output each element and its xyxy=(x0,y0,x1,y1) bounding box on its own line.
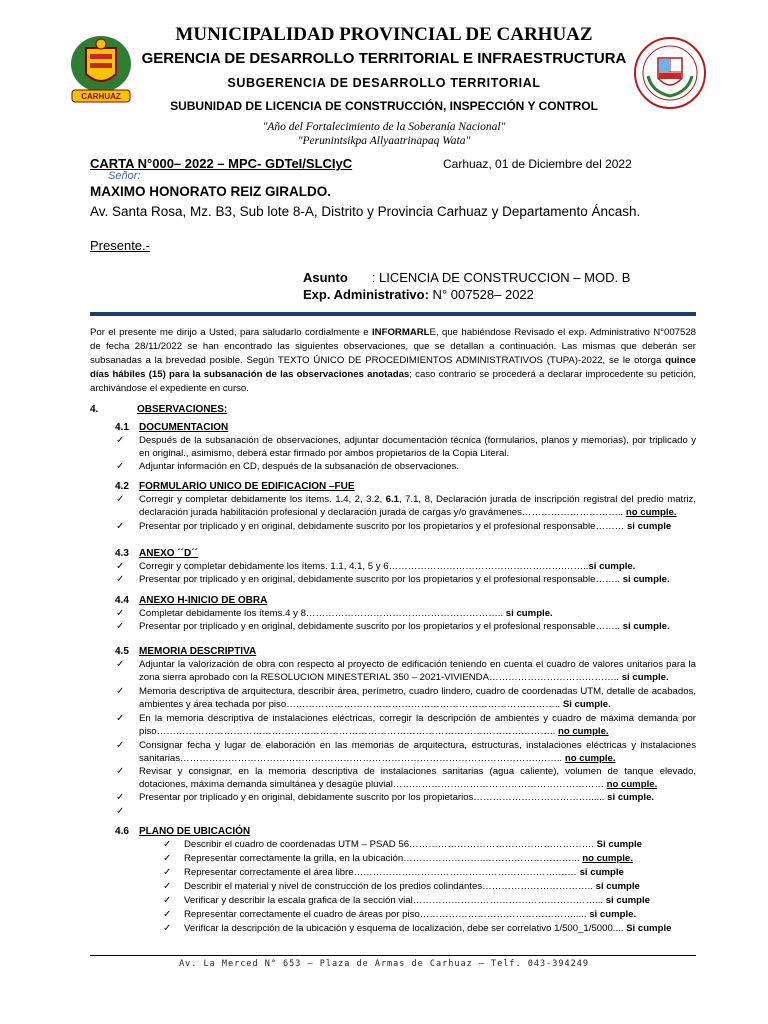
subunidad-title: SUBUNIDAD DE LICENCIA DE CONSTRUCCIÓN, INSPECCIÓN Y CONTROL xyxy=(170,99,598,113)
status-badge: Si cumple xyxy=(626,923,672,934)
intro-text-1: Por el presente me dirijo a Usted, para saludarlo cordialmente e xyxy=(90,327,372,338)
asunto-label: Asunto xyxy=(303,270,348,285)
status-badge: no cumple. xyxy=(564,752,616,764)
intro-informar: INFORMARL xyxy=(371,327,430,338)
expediente-label: Exp. Administrativo: xyxy=(303,287,429,302)
header-divider xyxy=(90,312,696,316)
check-icon: ✓ xyxy=(116,435,125,446)
check-icon: ✓ xyxy=(163,881,172,892)
section-4-number: 4. xyxy=(90,404,99,415)
motto-line-2: "Perunintsikpa Allyaatrinapaq Wata" xyxy=(297,135,471,147)
s45-item-2 xyxy=(139,686,696,711)
s46-item-2 xyxy=(184,853,696,866)
check-icon: ✓ xyxy=(163,923,172,934)
section-4-5-number: 4.5 xyxy=(115,646,129,657)
s42-item-1-text-c: , 7.1, 8, Declaración jurada de inscripción registral del predio matriz, declaración jurada habilitación profesional y declaración jurada de cargas y/o gravámenes………………………….. xyxy=(139,494,696,518)
expediente-line xyxy=(303,287,534,302)
check-icon: ✓ xyxy=(116,494,125,505)
crest-label: CARHUAZ xyxy=(81,92,121,101)
check-icon: ✓ xyxy=(163,839,172,850)
section-4-3-number: 4.3 xyxy=(115,548,129,559)
check-icon: ✓ xyxy=(163,895,172,906)
footer-divider xyxy=(90,955,696,956)
status-badge: si cumple. xyxy=(588,561,636,572)
section-4-2-number: 4.2 xyxy=(115,481,129,492)
section-4-1-title: DOCUMENTACION xyxy=(139,422,229,433)
s46-item-6-text: Representar correctamente el cuadro de áreas por piso…………………………………………..... xyxy=(184,909,587,920)
section-4-6-title: PLANO DE UBICACIÓN xyxy=(139,826,251,837)
s43-item-1-text: Corregir y completar debidamente los ítems. 1.1, 4.1, 5 y 6……………………………………………….…….. xyxy=(139,561,589,572)
s45-item-5 xyxy=(139,766,696,791)
s46-item-4-text: Describir el material y nivel de construcción de los predios colindantes…………………………….. xyxy=(184,881,593,892)
s46-item-3 xyxy=(184,867,696,880)
s44-item-1 xyxy=(139,608,696,621)
s42-item-1-text-a: Corregir y completar debidamente los ítems. 1.4, 2, 3.2, xyxy=(139,494,386,505)
s44-item-2-text: Presentar por triplicado y en original, debidamente suscrito por los propietarios y el profesional responsable…….. xyxy=(139,621,621,632)
recipient-name: MAXIMO HONORATO REIZ GIRALDO. xyxy=(90,184,331,199)
check-icon: ✓ xyxy=(116,713,125,724)
municipality-title: MUNICIPALIDAD PROVINCIAL DE CARHUAZ xyxy=(175,24,593,45)
section-4-6-number: 4.6 xyxy=(115,826,129,837)
s42-item-1-bold: 6.1 xyxy=(385,494,399,505)
s43-item-1 xyxy=(139,561,696,574)
status-badge: si cumple. xyxy=(621,671,669,683)
s46-item-5 xyxy=(184,895,696,908)
s45-item-5-text: Revisar y consignar, en la memoria descriptiva de instalaciones sanitarias (agua caliente), volumen de tanque elevado, dotaciones, máxima demanda simultánea y desagüe pluvial………………………………………………………… xyxy=(139,766,696,790)
section-4-4-title: ANEXO H-INICIO DE OBRA xyxy=(139,595,268,606)
s42-item-2-text: Presentar por triplicado y en original, debidamente suscrito por los propietarios y el profesional responsable……… xyxy=(139,521,625,532)
check-icon: ✓ xyxy=(116,686,125,697)
status-badge: no cumple. xyxy=(606,778,658,790)
status-badge: no cumple. xyxy=(625,506,677,518)
intro-text-3: ; caso contrario se procederá a declarar improcedente su petición, archivándose el expediente en curso. xyxy=(90,369,696,394)
status-badge: si cumple. xyxy=(607,792,655,803)
recipient-address: Av. Santa Rosa, Mz. B3, Sub lote 8-A, Distrito y Provincia Carhuaz y Departamento Áncash. xyxy=(90,204,641,219)
s43-item-2 xyxy=(139,574,696,587)
intro-paragraph xyxy=(90,326,696,396)
check-icon: ✓ xyxy=(163,867,172,878)
s45-item-2-text: Memoria descriptiva de arquitectura, describir área, perímetro, cuadro lindero, cuadro de coordenadas UTM, detalle de acabados, ambientes y área techada por piso………………………………………………………………………….. xyxy=(139,686,696,710)
s46-item-3-text: Representar correctamente el área libre………………………………………………………….… xyxy=(184,867,577,878)
check-icon: ✓ xyxy=(116,806,125,817)
check-icon: ✓ xyxy=(116,608,125,619)
status-badge: si cumple. xyxy=(622,574,670,585)
check-icon: ✓ xyxy=(116,792,125,803)
asunto-value: : LICENCIA DE CONSTRUCCION – MOD. B xyxy=(371,270,631,285)
expediente-value: N° 007528– 2022 xyxy=(428,287,534,302)
status-badge: no cumple. xyxy=(557,725,609,737)
s45-item-3-text: En la memoria descriptiva de instalaciones eléctricas, corregir la descripción de ambientes y cuadro de máxima demanda por piso…………………………………………………………………………………………………………….. xyxy=(139,713,696,737)
s46-item-7-text: Verificar la descripción de la ubicación y esquema de localización, debe ser correlativo 1/500_1/5000.... xyxy=(184,923,624,934)
s41-item-2: Adjuntar información en CD, después de la subsanación de observaciones. xyxy=(139,461,459,472)
s46-item-4 xyxy=(184,881,696,894)
status-badge: Si cumple. xyxy=(562,698,611,710)
status-badge: Si cumple xyxy=(596,839,642,850)
s45-item-1-text: Adjuntar la valorización de obra con respecto al proyecto de edificación teniendo en cuenta el cuadro de valores unitarios para la zona sierra aprobado con la RESOLUCION MINESTERIAL 350 – 2021-VIVIENDA………………………………….. xyxy=(139,659,696,683)
check-icon: ✓ xyxy=(116,521,125,532)
s45-item-1 xyxy=(139,659,696,684)
section-4-title: OBSERVACIONES: xyxy=(137,404,228,415)
check-icon: ✓ xyxy=(116,461,125,472)
s46-item-5-text: Verificar y describir la escala grafica de la sección vial…………………………………………………... xyxy=(184,895,604,906)
intro-text-2: E, que habiéndose Revisado el exp. Administrativo N°007528 de fecha 28/11/2022 se han encontrado las siguientes observaciones, que se detallan a continuación. Las mismas que deberán ser subsanadas a la brevedad posible. Según TEXTO ÚNICO DE PROCEDIMIENTOS ADMINISTRATIVOS (TUPA)-2022, se le otorga xyxy=(90,327,696,366)
s44-item-2 xyxy=(139,621,696,634)
section-4-3-title: ANEXO ´´D´´ xyxy=(139,548,198,559)
status-badge: si cumple xyxy=(595,881,640,892)
letter-date: Carhuaz, 01 de Diciembre del 2022 xyxy=(443,157,632,171)
status-badge: si cumple. xyxy=(505,608,553,619)
section-4-2-title: FORMULARIO UNICO DE EDIFICACION –FUE xyxy=(139,481,355,492)
s42-item-1 xyxy=(139,494,696,519)
motto-line-1: "Año del Fortalecimiento de la Soberanía Nacional" xyxy=(262,121,506,133)
check-icon: ✓ xyxy=(116,574,125,585)
status-badge: no cumple. xyxy=(582,853,633,864)
gerencia-title: GERENCIA DE DESARROLLO TERRITORIAL E INFRAESTRUCTURA xyxy=(141,50,627,67)
section-4-5-title: MEMORIA DESCRIPTIVA xyxy=(139,646,257,657)
s45-item-6-text: Presentar por triplicado y en original, debidamente suscrito por los propietarios………………………………...... xyxy=(139,792,605,803)
asunto-line xyxy=(303,270,630,285)
status-badge: si cumple xyxy=(579,867,624,878)
s46-item-7 xyxy=(184,923,696,936)
s43-item-2-text: Presentar por triplicado y en original, debidamente suscrito por los propietarios y el profesional responsable…….. xyxy=(139,574,621,585)
check-icon: ✓ xyxy=(116,561,125,572)
status-badge: si cumple. xyxy=(622,621,670,632)
section-4-1-number: 4.1 xyxy=(115,422,129,433)
s46-item-1 xyxy=(184,839,696,852)
s46-item-6 xyxy=(184,909,696,922)
s45-item-4 xyxy=(139,740,696,765)
s46-item-2-text: Representar correctamente la grilla, en la ubicación……………………..………………………... xyxy=(184,853,580,864)
status-badge: si cumple xyxy=(626,521,672,532)
subgerencia-title: SUBGERENCIA DE DESARROLLO TERRITORIAL xyxy=(227,76,541,90)
check-icon: ✓ xyxy=(116,659,125,670)
footer-address: Av. La Merced N° 653 – Plaza de Armas de Carhuaz – Telf. 043-394249 xyxy=(179,959,589,969)
check-icon: ✓ xyxy=(116,766,125,777)
check-icon: ✓ xyxy=(163,853,172,864)
check-icon: ✓ xyxy=(116,740,125,751)
s45-item-6 xyxy=(139,792,696,805)
status-badge: si cumple. xyxy=(589,909,637,920)
carta-number: CARTA N°000– 2022 – MPC- GDTeI/SLCIyC xyxy=(90,156,353,171)
s42-item-2 xyxy=(139,521,696,534)
s45-item-3 xyxy=(139,713,696,738)
salutation: Señor: xyxy=(108,170,141,182)
status-badge: si cumple xyxy=(605,895,650,906)
check-icon: ✓ xyxy=(116,621,125,632)
check-icon: ✓ xyxy=(163,909,172,920)
s44-item-1-text: Completar debidamente los ítems.4 y 8…………………………………………………….. xyxy=(139,608,504,619)
section-4-4-number: 4.4 xyxy=(115,595,129,606)
s41-item-1: Después de la subsanación de observaciones, adjuntar documentación técnica (formularios, planos y memorias), por triplicado y en original., asimismo, deberá estar firmado por ambos propietarios de la Copia Literal. xyxy=(139,435,696,459)
presente-label: Presente.- xyxy=(90,238,150,253)
intro-plazo: quince días hábiles (15) para la subsanación de las observaciones anotadas xyxy=(90,355,696,380)
s45-item-4-text: Consignar fecha y lugar de elaboración en las memorias de arquitectura, estructuras, instalaciones eléctricas y instalaciones sanitarias………………………………………………………………………………………………….…….. xyxy=(139,740,696,764)
s46-item-1-text: Describir el cuadro de coordenadas UTM – PSAD 56…………………………………………………. xyxy=(184,839,594,850)
